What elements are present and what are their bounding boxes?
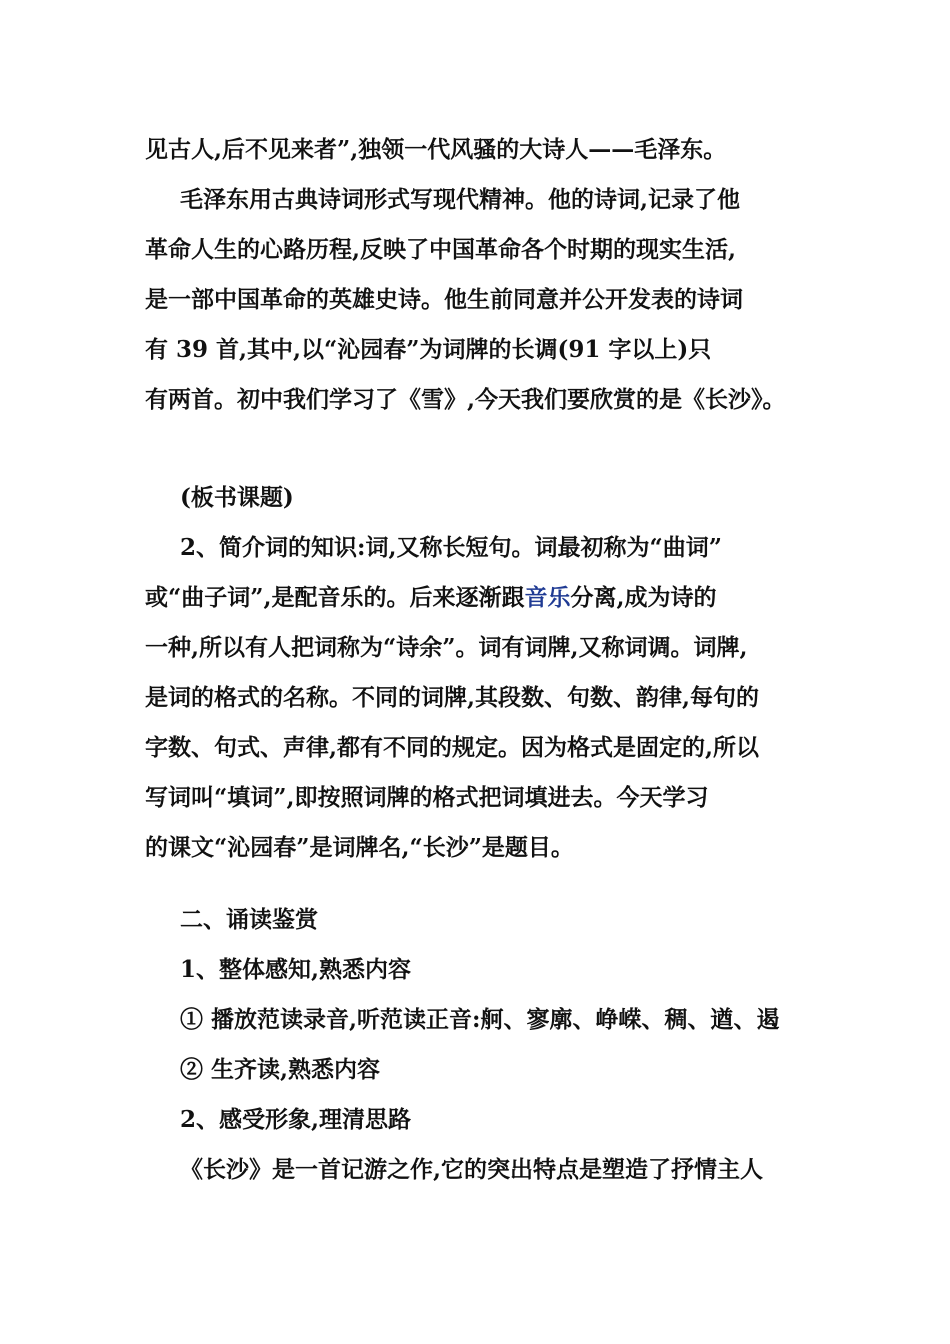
ci-paragraph-line-3: 一种,所以有人把词称为“诗余”。词有词牌,又称词调。词牌, — [145, 634, 748, 661]
ci-line-2-text-after: 分离,成为诗的 — [570, 584, 717, 611]
section-two-heading: 二、诵读鉴赏 — [180, 906, 318, 933]
intro-line: 见古人,后不见来者”,独领一代风骚的大诗人——毛泽东。 — [145, 136, 727, 163]
mao-paragraph-line-4: 有 39 首,其中,以“沁园春”为词牌的长调(91 字以上)只 — [145, 336, 712, 363]
ci-paragraph-line-7: 的课文“沁园春”是词牌名,“长沙”是题目。 — [145, 834, 574, 861]
item-1-step-1: ① 播放范读录音,听范读正音:舸、寥廓、峥嵘、稠、遒、遏 — [180, 1006, 780, 1033]
mao-paragraph-line-2: 革命人生的心路历程,反映了中国革命各个时期的现实生活, — [145, 236, 737, 263]
ci-paragraph-line-2 — [145, 578, 815, 618]
ci-paragraph-line-6: 写词叫“填词”,即按照词牌的格式把词填进去。今天学习 — [145, 784, 709, 811]
mao-paragraph-line-3: 是一部中国革命的英雄史诗。他生前同意并公开发表的诗词 — [145, 286, 743, 313]
item-1-step-2: ② 生齐读,熟悉内容 — [180, 1056, 381, 1083]
music-link[interactable]: 音乐 — [524, 584, 571, 611]
ci-paragraph-line-1: 2、简介词的知识:词,又称长短句。词最初称为“曲词” — [180, 534, 722, 561]
mao-paragraph-line-1: 毛泽东用古典诗词形式写现代精神。他的诗词,记录了他 — [180, 186, 741, 213]
ci-paragraph-line-4: 是词的格式的名称。不同的词牌,其段数、句数、韵律,每句的 — [145, 684, 760, 711]
item-2-heading: 2、感受形象,理清思路 — [180, 1106, 412, 1133]
board-title: (板书课题) — [180, 484, 294, 511]
ci-line-2-text-before: 或“曲子词”,是配音乐的。后来逐渐跟 — [145, 584, 525, 611]
item-2-text: 《长沙》是一首记游之作,它的突出特点是塑造了抒情主人 — [180, 1156, 764, 1183]
ci-paragraph-line-5: 字数、句式、声律,都有不同的规定。因为格式是固定的,所以 — [145, 734, 760, 761]
mao-paragraph-line-5: 有两首。初中我们学习了《雪》,今天我们要欣赏的是《长沙》。 — [145, 386, 786, 413]
item-1-heading: 1、整体感知,熟悉内容 — [180, 956, 412, 983]
